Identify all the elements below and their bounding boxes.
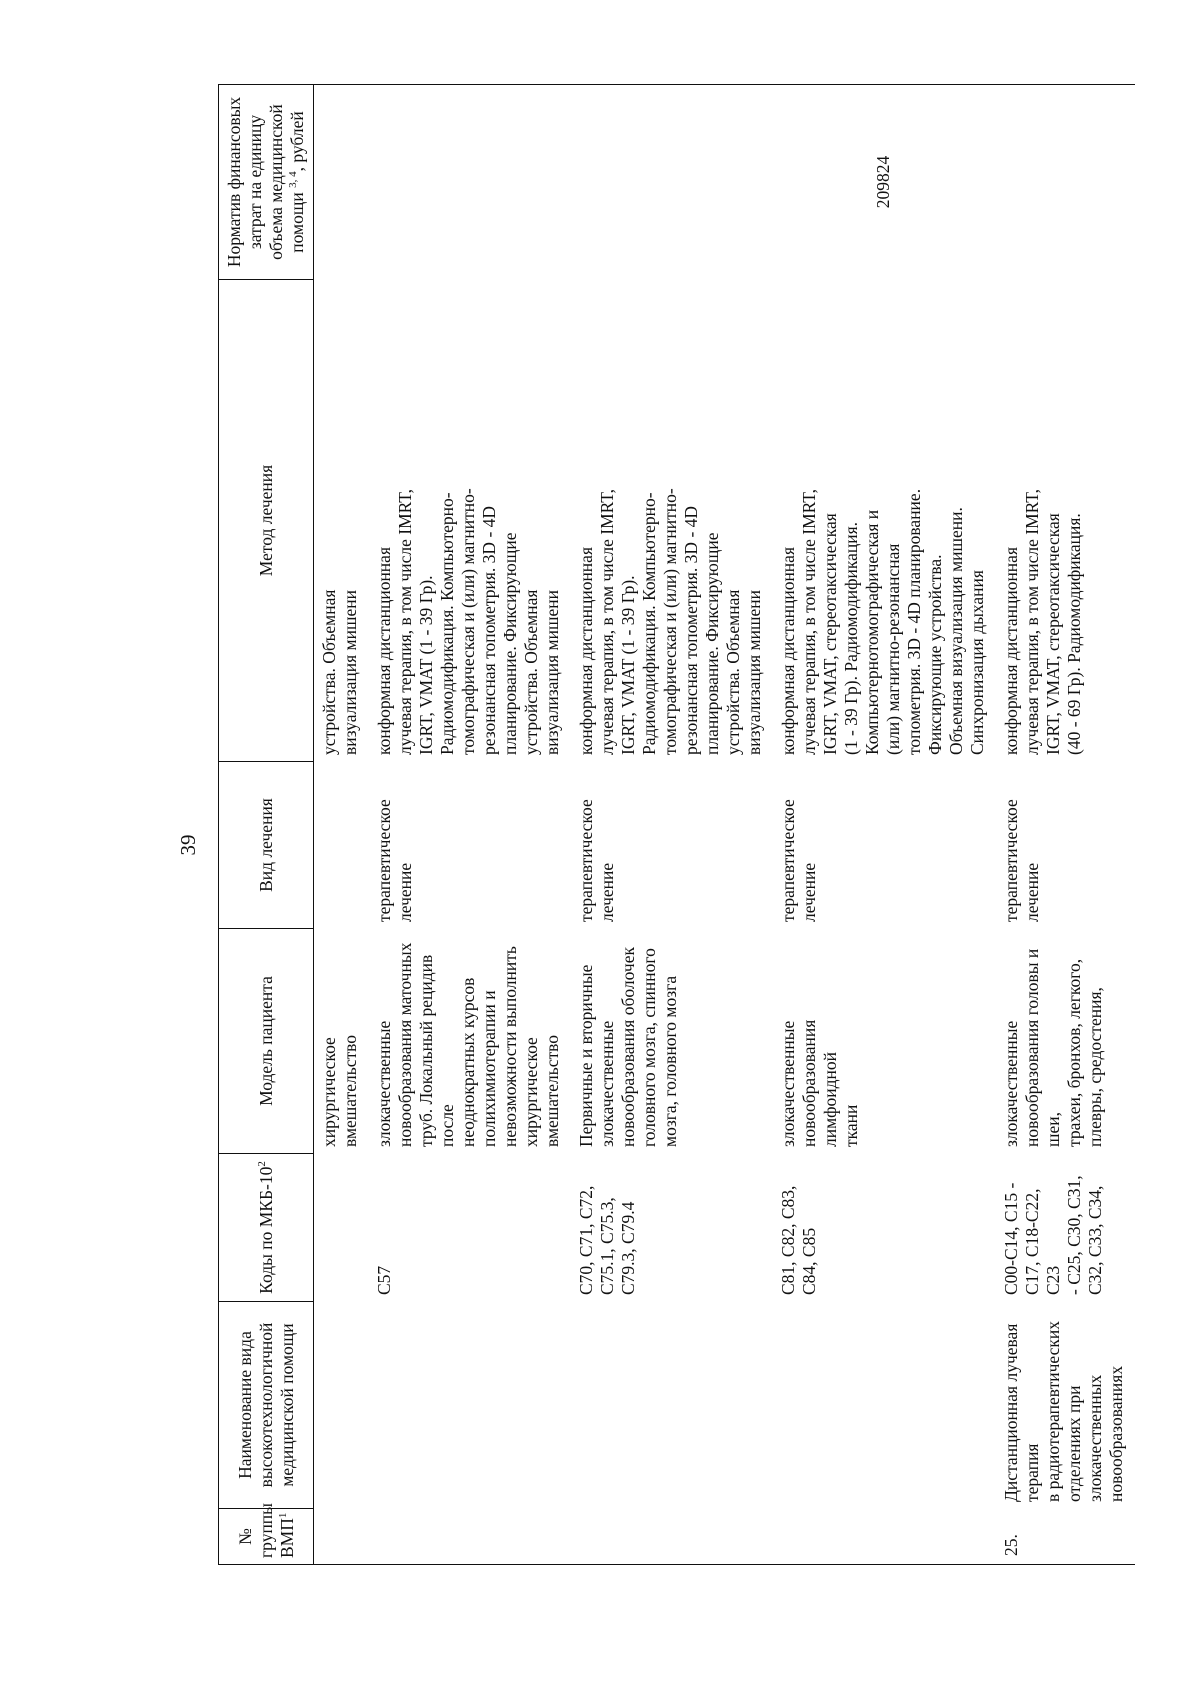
cell-name — [571, 1302, 773, 1509]
cell-icd: C57 — [374, 1265, 394, 1295]
cell-name — [773, 1302, 996, 1509]
cell-icd: C70, C71, C72, C75.1, C75.3, C79.3, C79.4 — [576, 1185, 638, 1295]
cell-treatment-type: терапевтическое лечение — [374, 799, 415, 922]
table-row — [773, 85, 996, 1565]
header-patient-model: Модель пациента — [219, 929, 314, 1154]
cell-icd: C81, C82, C83, C84, C85 — [778, 1185, 819, 1295]
cell-method: конформная дистанционная лучевая терапия, в том числе IMRT, IGRT, VMAT (1 - 39 Гр). Радиомодификация. Компьютерно- томографическая и (или) магнитно- резонансная топометрия. 3D - 4D планирование. Фиксирующие устройства. Объемная визуализация мишени — [576, 488, 764, 755]
cell-icd: C00-C14, C15 - C17, C18-C22, C23 - C25, C30, C31, C32, C33, C34, — [1001, 1175, 1105, 1295]
cell-norm — [996, 85, 1135, 280]
table-row — [314, 85, 370, 1565]
header-method: Метод лечения — [219, 280, 314, 762]
cell-group-no — [773, 1509, 996, 1565]
table-row — [996, 85, 1135, 1565]
cell-patient-model: хирургическое вмешательство — [319, 1034, 360, 1147]
cell-norm — [571, 85, 773, 280]
table-header — [219, 85, 314, 1565]
header-name: Наименование вида высокотехнологичной медицинской помощи — [219, 1302, 314, 1509]
cell-icd — [314, 1154, 370, 1302]
cell-group-no — [369, 1509, 571, 1565]
cell-patient-model: злокачественные новообразования маточных труб. Локальный рецидив после неоднократных курсов полихимиотерапии и невозможности выполнить хирургическое вмешательство — [374, 942, 562, 1147]
cell-norm — [369, 85, 571, 280]
cell-treatment-type: терапевтическое лечение — [576, 799, 617, 922]
page-number: 39 — [176, 834, 200, 856]
cell-method: устройства. Объемная визуализация мишени — [319, 589, 360, 755]
cell-method: конформная дистанционная лучевая терапия, в том числе IMRT, IGRT, VMAT, стереотаксическая (1 - 39 Гр). Радиомодификация. Компьютернотомографическая и (или) магнитно-резонансная топометрия. 3D - 4D планирование. Фиксирующие устройства. Объемная визуализация мишени. Синхронизация дыхания — [778, 488, 987, 755]
cell-group-no — [571, 1509, 773, 1565]
cell-treatment-type: терапевтическое лечение — [1001, 799, 1042, 922]
table-row — [369, 85, 571, 1565]
cell-treatment-type — [314, 762, 370, 929]
cell-norm: 209824 — [773, 85, 996, 280]
header-norm: Норматив финансовых затрат на единицу объема медицинской помощи $^{3, 4}$, рублей — [219, 85, 314, 280]
cell-norm — [314, 85, 370, 280]
header-group-no: № группы ВМП$^1$ — [219, 1509, 314, 1565]
cell-patient-model: злокачественные новообразования лимфоидной ткани — [778, 1019, 861, 1147]
rotated-page — [158, 85, 1188, 1605]
cell-patient-model: Первичные и вторичные злокачественные новообразования оболочек головного мозга, спинного мозга, головного мозга — [576, 947, 680, 1147]
header-icd: Коды по МКБ-$10^2$ — [219, 1154, 314, 1302]
cell-name: Дистанционная лучевая терапия в радиотерапевтических отделениях при злокачественных новообразованиях — [1001, 1320, 1126, 1502]
vmp-table — [218, 84, 1135, 1565]
cell-group-no: 25. — [996, 1509, 1135, 1565]
cell-name — [314, 1302, 370, 1509]
cell-method: конформная дистанционная лучевая терапия, в том числе IMRT, IGRT, VMAT (1 - 39 Гр). Радиомодификация. Компьютерно- томографическая и (или) магнитно- резонансная топометрия. 3D - 4D планирование. Фиксирующие устройства. Объемная визуализация мишени — [374, 488, 562, 755]
header-treatment-type: Вид лечения — [219, 762, 314, 929]
cell-patient-model: злокачественные новообразования головы и шеи, трахеи, бронхов, легкого, плевры, средостения, — [1001, 948, 1105, 1147]
cell-name — [369, 1302, 571, 1509]
cell-method: конформная дистанционная лучевая терапия, в том числе IMRT, IGRT, VMAT, стереотаксическая (40 - 69 Гр). Радиомодификация. — [1001, 488, 1084, 755]
cell-group-no — [314, 1509, 370, 1565]
table-row — [571, 85, 773, 1565]
cell-treatment-type: терапевтическое лечение — [778, 799, 819, 922]
